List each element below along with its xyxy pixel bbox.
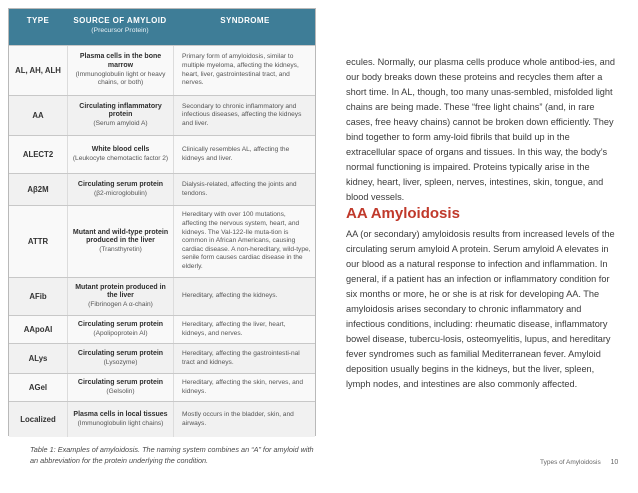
source-sub: (Apolipoprotein AI) [93,329,148,337]
cell-type: ATTR [27,237,49,246]
source-sub: (Fibrinogen A α-chain) [88,300,153,308]
cell-source [67,374,173,401]
cell-source [67,316,173,343]
source-main: White blood cells [91,145,150,153]
cell-source [67,206,173,277]
source-sub: (Leukocyte chemotactic factor 2) [72,154,169,162]
table-header [9,9,315,45]
header-type: TYPE [26,16,50,25]
cell-source [67,344,173,373]
table-row [9,373,315,401]
footer-title: Types of Amyloidosis [540,459,601,466]
cell-syndrome: Secondary to chronic inflammatory and infectious diseases, affecting the kidneys and liver. [173,96,317,135]
table-row [9,45,315,95]
header-source [67,16,173,36]
cell-syndrome: Hereditary with over 100 mutations, affecting the nervous system, heart, and kidneys. The Val-122-Ile muta-tion is common in African Americans, causing cardiac disease. A non-hereditary, wild-type, senile form causes cardiac disease in the elderly. [173,206,317,277]
table-row [9,343,315,373]
source-main: Circulating serum protein [77,378,164,386]
table-row [9,135,315,173]
header-source-sub: (Precursor Protein) [91,27,149,34]
cell-source [67,278,173,315]
source-main: Mutant and wild-type protein produced in the liver [72,228,169,245]
header-syndrome: SYNDROME [220,16,270,25]
cell-syndrome: Primary form of amyloidosis, similar to multiple myeloma, affecting the kidneys, heart, liver, gastrointestinal tract, and nerves. [173,46,317,95]
cell-source [67,136,173,173]
source-main: Circulating inflammatory protein [79,102,162,119]
cell-type: AA [32,111,44,120]
source-sub: (Lysozyme) [103,358,138,366]
cell-syndrome: Mostly occurs in the bladder, skin, and airways. [173,402,317,437]
amyloidosis-table [8,8,316,436]
source-sub: (Transthyretin) [99,245,142,253]
cell-syndrome: Clinically resembles AL, affecting the kidneys and liver. [173,136,317,173]
cell-type: AGel [28,383,48,392]
source-main: Circulating serum protein [77,349,164,357]
cell-source [67,402,173,437]
cell-syndrome: Hereditary, affecting the skin, nerves, and kidneys. [173,374,317,401]
header-source-label: SOURCE OF AMYLOID [73,16,167,25]
body-paragraph: ecules. Normally, our plasma cells produce whole antibod-ies, and our body breaks down these proteins and recycles them after a short time. In AL, though, too many unas-sembled, misfolded light chains are being made. These “free light chains” (and, in rare cases, free heavy chains) cannot be broken down efficiently. They bind together to form amy-loid fibrils that build up in the extracellular space of organs and tissues. In this way, the body’s normal functioning is impaired. Proteins typically arise in the kidney, heart, liver, spleen, nerves, intestines, skin, tongue, and blood vessels. [346,57,615,202]
table-row [9,95,315,135]
table-row [9,205,315,277]
source-main: Circulating serum protein [77,180,164,188]
cell-source [67,46,173,95]
cell-type: AApoAI [23,325,53,334]
cell-syndrome: Dialysis-related, affecting the joints and tendons. [173,174,317,205]
table-row [9,173,315,205]
cell-type: Aβ2M [27,185,49,194]
cell-type: ALys [28,354,48,363]
source-main: Mutant protein produced in the liver [75,283,166,300]
page-footer [540,459,624,466]
cell-syndrome: Hereditary, affecting the liver, heart, kidneys, and nerves. [173,316,317,343]
source-sub: (Immunoglobulin light or heavy chains, or both) [75,70,166,87]
cell-syndrome: Hereditary, affecting the kidneys. [173,278,317,315]
source-main: Circulating serum protein [77,320,164,328]
table-row [9,401,315,437]
cell-type: Localized [20,415,56,424]
table-row [9,277,315,315]
table-caption: Table 1: Examples of amyloidosis. The naming system combines an “A” for amyloid with an abbreviation for the protein underlying the condition. [30,445,314,465]
source-main: Plasma cells in the bone marrow [79,53,162,69]
section-heading: AA Amyloidosis [346,205,460,222]
source-sub: (β2-microglobulin) [94,189,147,197]
body-paragraph: AA (or secondary) amyloidosis results from increased levels of the circulating serum amyloid A protein. Serum amyloid A elevates in our blood as a natural response to infection and inflammation. In general, if a patient has an infection or inflammatory condition for six months or more, he or she is at risk for developing AA. The amyloidosis arises secondary to chronic inflammatory and infectious conditions, including: rheumatic disease, inflammatory bowel disease, tubercu-losis, osteomyelitis, lupus, and hereditary fever syndromes such as familial Mediterranean fever. Amyloid deposition usually begins in the kidneys, but the liver, spleen, lymph nodes, and intestines are also commonly affected. [346,229,615,389]
source-sub: (Gelsolin) [106,387,135,395]
cell-source [67,96,173,135]
cell-type: AFib [29,292,47,301]
page-number: 10 [610,459,619,466]
cell-syndrome: Hereditary, affecting the gastrointesti-nal tract and kidneys. [173,344,317,373]
source-main: Plasma cells in local tissues [73,410,168,418]
cell-type: AL, AH, ALH [15,66,61,75]
table-row [9,315,315,343]
source-sub: (Serum amyloid A) [93,119,148,127]
cell-type: ALECT2 [22,150,54,159]
source-sub: (Immunoglobulin light chains) [77,419,164,427]
cell-source [67,174,173,205]
